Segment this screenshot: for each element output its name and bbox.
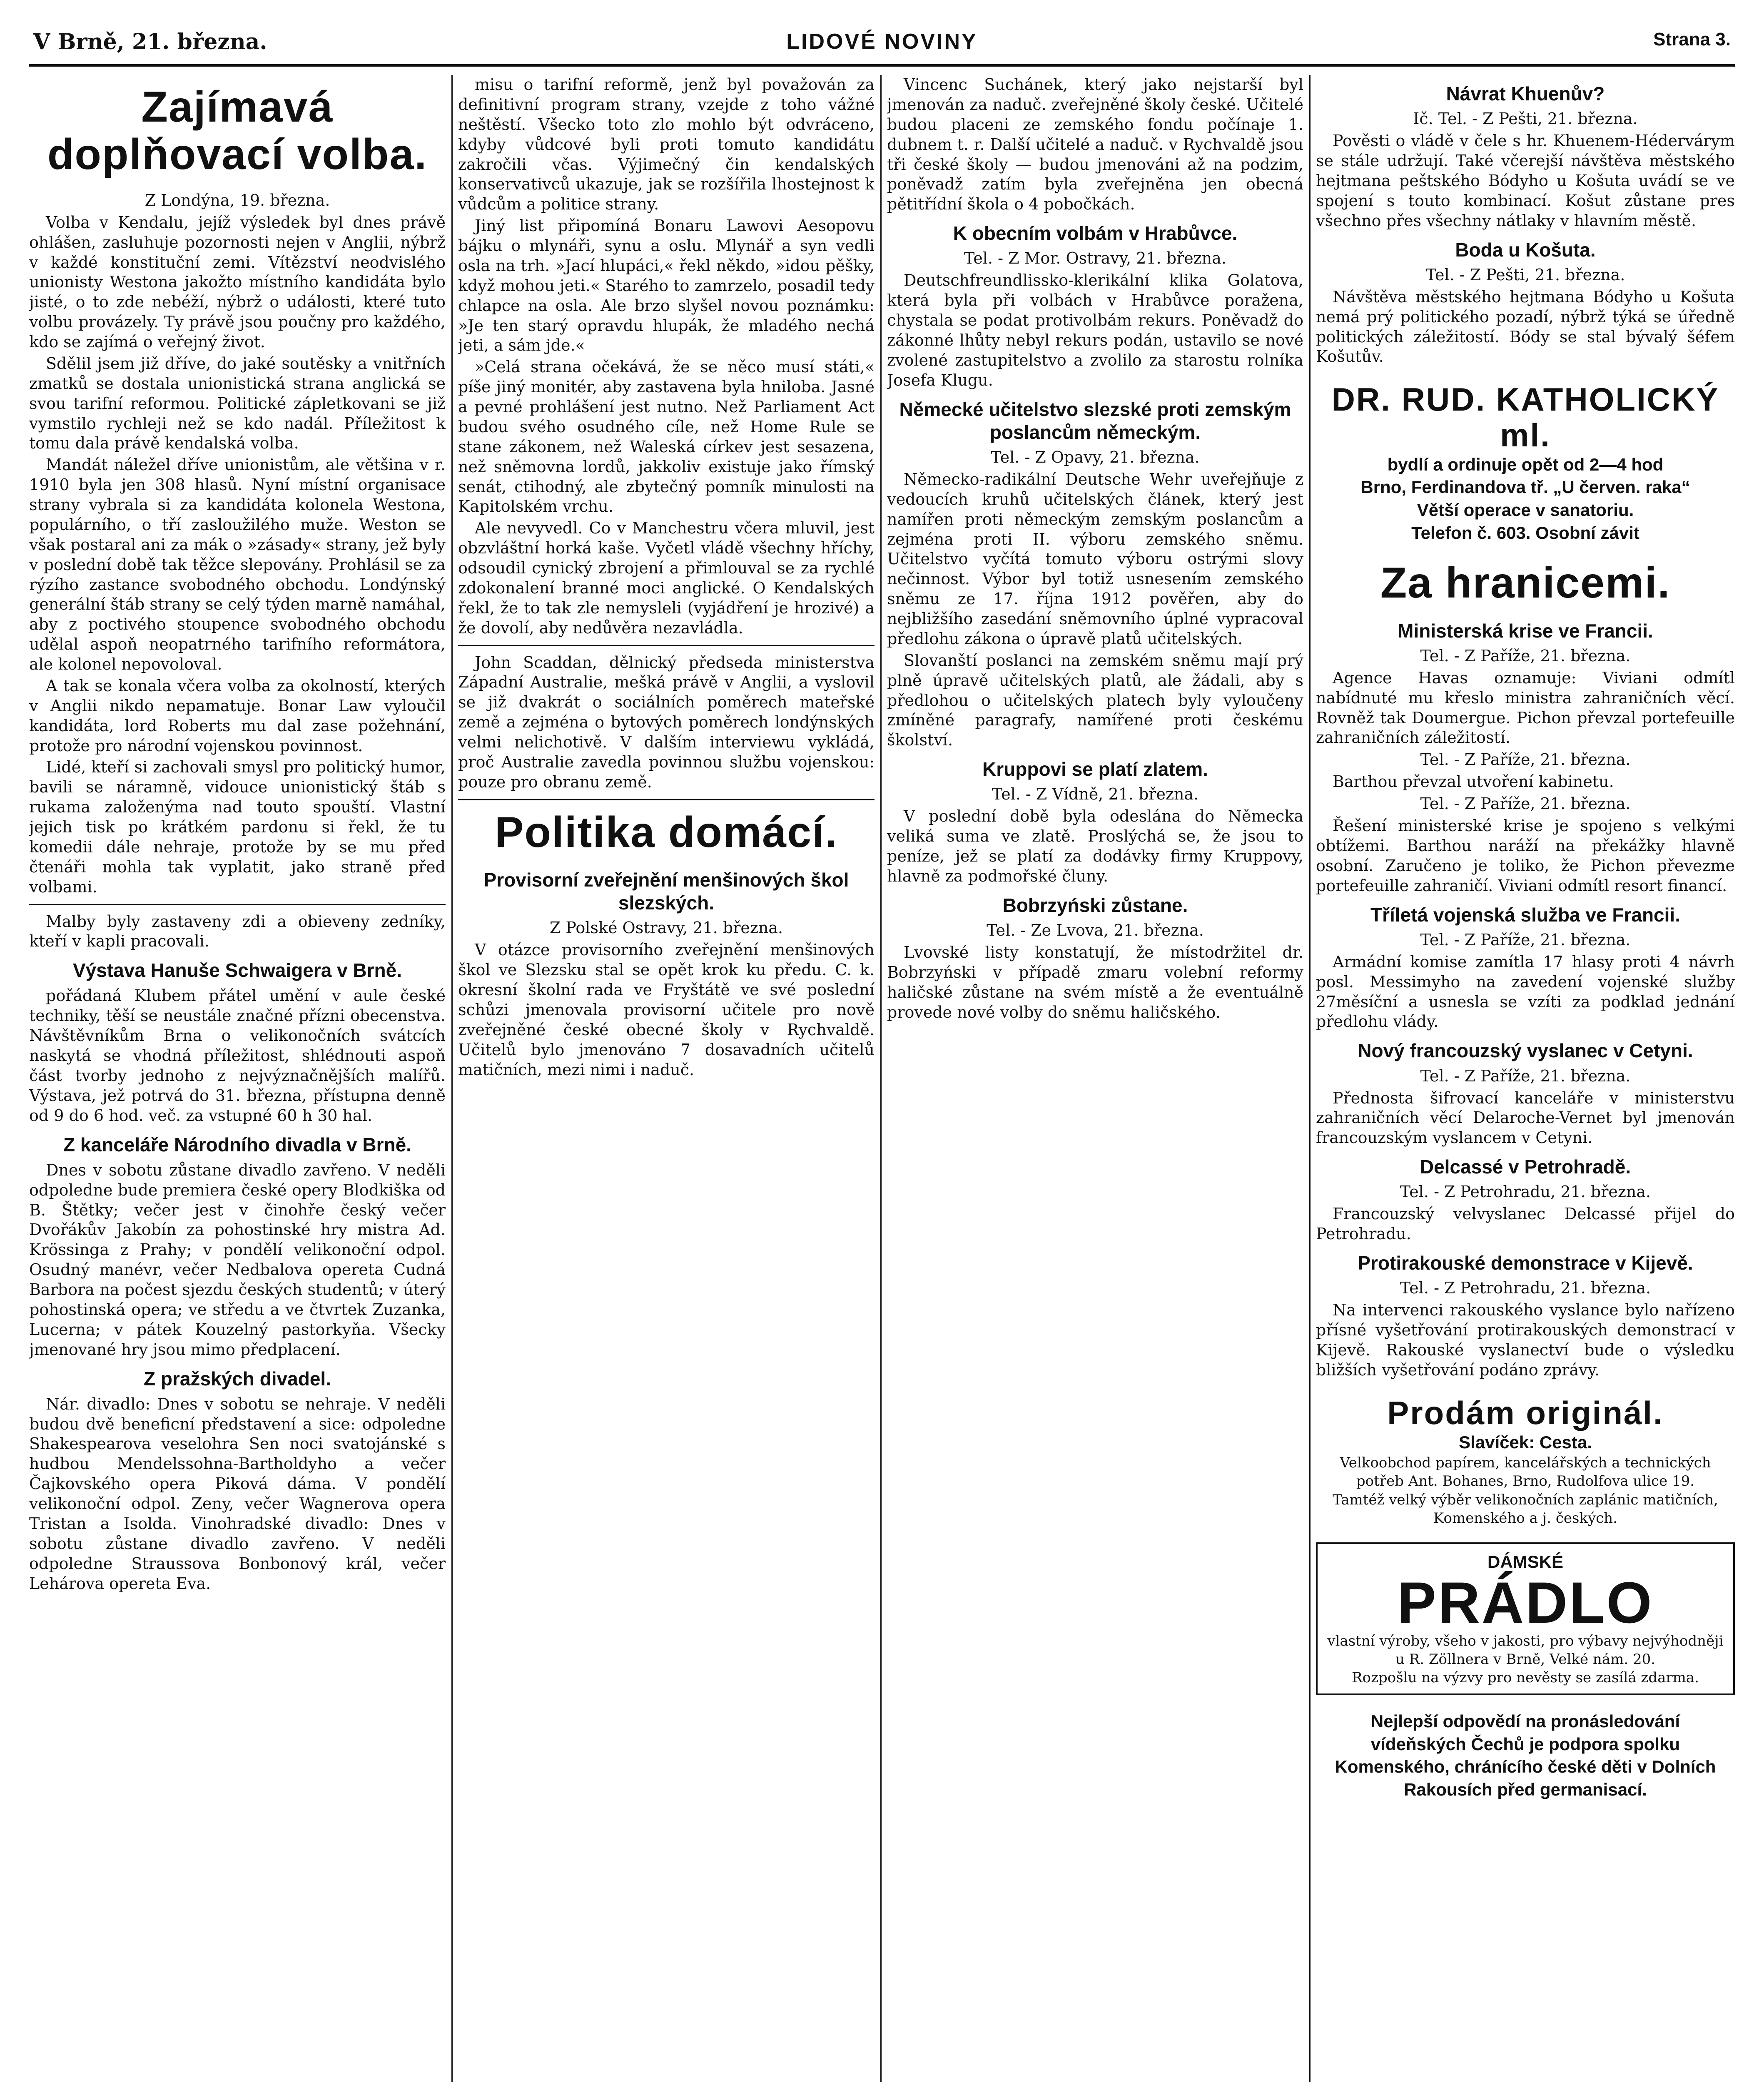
dateline: Ič. Tel. - Z Pešti, 21. března. xyxy=(1413,110,1638,128)
dateline: Tel. - Z Petrohradu, 21. března. xyxy=(1400,1183,1651,1201)
paragraph: Lidé, kteří si zachovali smysl pro politický humor, bavili se náramně, vidouce unionistický štáb s rukama založenýma nad touto spouští. Vlastní jejich tisk po krátkém pardonu si řekl, že tu komedii dále nehraje, protože by se mu před čtenáři mohla tak vyplatit, jako straně před volbami. xyxy=(29,758,446,896)
column-2 xyxy=(458,75,875,2082)
notice-komensky xyxy=(1316,1703,1735,1808)
paragraph: Barthou převzal utvoření kabinetu. xyxy=(1333,772,1614,791)
column-rule xyxy=(451,75,453,2082)
section-title: Za hranicemi. xyxy=(1380,559,1671,608)
section-heading: Bobrzyński zůstane. xyxy=(1002,894,1188,916)
separator xyxy=(458,799,875,800)
ad-subheadline: Slavíček: Cesta. xyxy=(1459,1432,1592,1452)
article-title: Zajímavá doplňovací volba. xyxy=(47,83,428,179)
paragraph: misu o tarifní reformě, jenž byl považován za definitivní program strany, vzejde z toho vážné neštěstí. Všecko toto zlo mohlo být odvráceno, kdyby vůdcové byli proti tomuto kandidátu zakročili včas. Výjimečný čin kendalských konservativců ukazuje, jak se rozšířila lhostejnost k vůdcům a politice strany. xyxy=(458,75,875,214)
dateline: Tel. - Z Mor. Ostravy, 21. března. xyxy=(964,249,1227,268)
ad-top: DÁMSKÉ xyxy=(1487,1552,1563,1571)
section-heading: Delcassé v Petrohradě. xyxy=(1420,1156,1631,1178)
paragraph: Řešení ministerské krise je spojeno s velkými obtížemi. Barthou naráží na překážky hlavně osobní. Zaručeno je toliko, že Pichon převezme portefeuille zahraničí. Viviani odmítl resort financí. xyxy=(1316,817,1735,895)
masthead: LIDOVÉ NOVINY xyxy=(786,30,978,54)
paragraph: Sdělil jsem již dříve, do jaké soutěsky a vnitřních zmatků se dostala unionistická strana anglická se svou tarifní reformou. Politické zápletkovani se již vymstilo rychleji než se kdo nadál. Příležitost k tomu dala právě kendalská volba. xyxy=(29,354,446,453)
dateline: Tel. - Z Vídně, 21. března. xyxy=(992,785,1199,804)
section-heading: Ministerská krise ve Francii. xyxy=(1398,620,1653,642)
section-heading: Německé učitelstvo slezské proti zemským poslancům německým. xyxy=(899,398,1291,443)
ad-text: Tamtéž velký výběr velikonočních zaplánic matičních, Komenského a j. českých. xyxy=(1333,1491,1718,1527)
page-header xyxy=(29,25,1735,67)
paragraph: Francouzský velvyslanec Delcassé přijel do Petrohradu. xyxy=(1316,1205,1735,1243)
section-heading: Výstava Hanuše Schwaigera v Brně. xyxy=(72,959,402,981)
ad-doctor-name: DR. RUD. KATHOLICKÝ ml. xyxy=(1331,381,1719,454)
paragraph: Agence Havas oznamuje: Viviani odmítl nabídnuté mu křeslo ministra zahraničních věcí. Rovněž tak Doumergue. Pichon převzal portefeuille zahraničních záležitostí. xyxy=(1316,668,1735,747)
paragraph: Přednosta šifrovací kanceláře v ministerstvu zahraničních věcí Delaroche-Vernet byl jmenován francouzským vyslancem v Cetyni. xyxy=(1316,1088,1735,1147)
paragraph: »Celá strana očekává, že se něco musí státi,« píše jiný monitér, aby zastavena byla hniloba. Jasné a pevné prohlášení jest nutno. Než Parliament Act budou svého osudného cíle, než Home Rule se stane zákonem, než Waleská církev jest sesazena, než sněmovna lordů, jakkoliv existuje jako římský senát, ctihodný, ale zbytečný pomník minulosti na Kapitolském vrchu. xyxy=(458,358,875,516)
ad-text: vlastní výroby, všeho v jakosti, pro výbavy nejvýhodněji u R. Zöllnera v Brně, Velké nám. 20. xyxy=(1327,1632,1724,1668)
newspaper-page xyxy=(29,25,1735,2082)
column-3 xyxy=(887,75,1303,2082)
section-heading: K obecním volbám v Hrabůvce. xyxy=(953,222,1238,244)
page-number: Strana 3. xyxy=(1653,29,1731,50)
dateline: Z Polské Ostravy, 21. března. xyxy=(549,919,783,937)
ad-text: Velkoobchod papírem, kancelářských a technických potřeb Ant. Bohanes, Brno, Rudolfova ulice 19. xyxy=(1340,1454,1711,1490)
paragraph: pořádaná Klubem přátel umění v aule české techniky, těší se neustále značné přízni obecenstva. Návštěvníkům Brna o velikonočních svátcích naskytá se vhodná příležitost, shlédnouti aspoň část tvorby jednoho z nejvýznačnějších malířů. Výstava, jež potrvá do 31. března, přístupna denně od 9 do 6 hod. več. za vstupné 60 h 30 hal. xyxy=(29,986,446,1125)
ad-line: Větší operace v sanatoriu. xyxy=(1417,500,1634,520)
paragraph: Na intervenci rakouského vyslance bylo nařízeno přísné vyšetřování protirakouských demonstrací v Kijevě. Rakouské vyslanectví bude o výsledku bližších vyšetřování podáno zprávy. xyxy=(1316,1301,1735,1379)
header-date: V Brně, 21. března. xyxy=(33,29,267,55)
advertisement-original xyxy=(1316,1389,1735,1534)
paragraph: A tak se konala včera volba za okolností, kterých v Anglii nikdo nepamatuje. Bonar Law vyloučil kandidáta, lord Roberts mu dal zase požehnání, protože pro národní vojenskou povinnost. xyxy=(29,676,446,755)
dateline: Z Londýna, 19. března. xyxy=(145,191,330,209)
column-1 xyxy=(29,75,446,2082)
section-heading: Kruppovi se platí zlatem. xyxy=(982,758,1208,780)
paragraph: Lvovské listy konstatují, že místodržitel dr. Bobrzyński v případě zmaru volební reformy haličské zůstane na svém místě a že eventuálně provede nové volby do sněmu haličského. xyxy=(887,943,1303,1021)
section-heading: Z pražských divadel. xyxy=(144,1367,331,1390)
separator xyxy=(29,904,446,905)
dateline: Tel. - Z Paříže, 21. března. xyxy=(1420,750,1631,769)
paragraph: Malby byly zastaveny zdi a obieveny zedníky, kteří v kapli pracovali. xyxy=(29,912,446,951)
dateline: Tel. - Z Paříže, 21. března. xyxy=(1420,646,1631,665)
section-heading: Nový francouzský vyslanec v Cetyni. xyxy=(1358,1040,1693,1062)
paragraph: Nár. divadlo: Dnes v sobotu se nehraje. V neděli budou dvě beneficní představení a sice: odpoledne Shakespearova veselohra Sen noci svatojánské s hudbou Mendelssohna-Bartholdyho a večer Čajkovského opera Piková dáma. V pondělí velikonoční odpol. Zeny, večer Wagnerova opera Tristan a Isolda. Vinohradské divadlo: Dnes v sobotu zůstane divadlo zavřeno. V neděli odpoledne Straussova Bonbonový král, večer Lehárova opereta Eva. xyxy=(29,1395,446,1593)
paragraph: Armádní komise zamítla 17 hlasy proti 4 návrh posl. Messimyho na zavedení vojenské služby 27měsíční a usnesla se vzíti za podklad jednání předlohu vlády. xyxy=(1316,952,1735,1031)
section-heading: Z kanceláře Národního divadla v Brně. xyxy=(63,1133,411,1156)
paragraph: Ale nevyvedl. Co v Manchestru včera mluvil, jest obzvláštní horká kaše. Vyčetl vládě všechny hříchy, odsoudil cynický zbrojení a přimlouval se za rychlé zdokonalení branné moci anglické. O Kendalských řekl, že to tak zle nemysleli (vyjádření je hrozivé) a že dovolí, aby nedůvěra nezavládla. xyxy=(458,519,875,637)
dateline: Tel. - Z Paříže, 21. března. xyxy=(1420,794,1631,813)
dateline: Tel. - Z Pešti, 21. března. xyxy=(1425,265,1625,284)
ad-big-word: PRÁDLO xyxy=(1397,1569,1654,1635)
paragraph: V poslední době byla odeslána do Německa veliká suma ve zlatě. Proslýchá se, že jsou to peníze, jež se platí za dodávky firmy Kruppovy, hlavně za podmořské čluny. xyxy=(887,807,1303,885)
section-heading: Protirakouské demonstrace v Kijevě. xyxy=(1358,1252,1693,1274)
advertisement-doctor xyxy=(1316,375,1735,551)
paragraph: Vincenc Suchánek, který jako nejstarší byl jmenován za naduč. zveřejněné školy české. Učitelé budou placeni ze zemského fondu počínaje 1. dubnem t. r. Další učitelé a naduč. v Rychvaldě jsou tři české školy — budou jmenováni až na podzim, poněvadž zatím byla zveřejněna jen obecná pětitřídní škola o 4 pobočkách. xyxy=(887,75,1303,214)
paragraph: Volba v Kendalu, jejíž výsledek byl dnes právě ohlášen, zasluhuje pozornosti nejen v Anglii, nýbrž v každé konstituční zemi. Vítězství neodvislého unionisty Westona jakožto místního kandidáta bylo jisté, o to zde nebéží, nýbrž o události, které tuto volbu provázely. Ty právě jsou poučny pro každého, kdo se zajímá o veřejný život. xyxy=(29,213,446,351)
ad-line: Brno, Ferdinandova tř. „U červen. raka“ xyxy=(1360,477,1690,497)
section-heading: Boda u Košuta. xyxy=(1455,239,1596,261)
ad-line: bydlí a ordinuje opět od 2—4 hod xyxy=(1387,454,1664,474)
dateline: Tel. - Ze Lvova, 21. března. xyxy=(987,921,1204,940)
paragraph: Deutschfreundlissko-klerikální klika Golatova, která byla při volbách v Hrabůvce poražena, chystala se podat protivolbám rekurs. Poněvadž do zákonné lhůty nebyl rekurs podán, ustavilo se nové zvolené zastupitelstvo a zvolilo za starostu rolníka Josefa Klugu. xyxy=(887,271,1303,389)
advertisement-pradlo xyxy=(1316,1542,1735,1695)
notice-text: Nejlepší odpovědí na pronásledování vídeňských Čechů je podpora spolku Komenského, chránícího české děti v Dolních Rakousích před germanisací. xyxy=(1335,1711,1716,1799)
separator xyxy=(458,645,875,646)
dateline: Tel. - Z Paříže, 21. března. xyxy=(1420,1066,1631,1085)
dateline: Tel. - Z Opavy, 21. března. xyxy=(991,448,1200,466)
column-4 xyxy=(1316,75,1735,2082)
paragraph: Německo-radikální Deutsche Wehr uveřejňuje z vedoucích kruhů učitelských článek, který jest namířen proti německým zemským poslancům a zejména proti II. výboru zemského sněmu. Učitelstvo vyčítá tomuto výboru ostrými slovy nečinnost. Výbor byl totiž usnesením zemského sněmu ze 17. října 1912 pověřen, aby do nejbližšího zasedání sněmovního úplné vypracoval předlohu zákona o úpravě platů učitelských. xyxy=(887,470,1303,648)
column-rule xyxy=(1309,75,1311,2082)
paragraph: Dnes v sobotu zůstane divadlo zavřeno. V neděli odpoledne bude premiera české opery Blodkiška od B. Štětky; večer jest v činohře český večer Dvořákův Jakobín za pohostinské hry mistra Ad. Krössinga z Prahy; v pondělí velikonoční odpol. Osudný manévr, večer Nedbalova opereta Cudná Barbora na počest sjezdu českých studentů; v úterý pohostinská opera; ve středu a ve čtvrtek Zuzanka, Lucerna; v pátek Kouzelný pastorkyňa. Všecky jmenované hry jsou mimo předplacení. xyxy=(29,1161,446,1359)
paragraph: Jiný list připomíná Bonaru Lawovi Aesopovu bájku o mlynáři, synu a oslu. Mlynář a syn vedli osla na trh. »Jací hlupáci,« řekl někdo, »idou pěšky, když mohou jeti.« Starého to zamrzelo, posadil tedy chlapce na osla. Ale brzo slyšel novou poznámku: »Je ten starý opravdu hlupák, že mladého nechá jeti, a sám jde.« xyxy=(458,217,875,355)
paragraph: V otázce provisorního zveřejnění menšinových škol ve Slezsku stal se opět krok ku předu. C. k. okresní školní rada ve Fryštátě ve své poslední schůzi jmenovala provisorní učitele pro nově zveřejněné české obecné školy v Rychvaldě. Učitelů bylo jmenováno 7 dosavadních učitelů matičních, mezi nimi i naduč. xyxy=(458,941,875,1079)
ad-headline: Prodám originál. xyxy=(1387,1394,1664,1431)
section-title: Politika domácí. xyxy=(495,808,838,857)
ad-line: Telefon č. 603. Osobní závit xyxy=(1411,523,1639,543)
section-heading: Tříletá vojenská služba ve Francii. xyxy=(1370,904,1680,926)
paragraph: Pověsti o vládě v čele s hr. Khuenem-Hédervárym se stále udržují. Také včerejší návštěva městského hejtmana peštského Bódyho u Košuta uvádí se ve spojení s touto kombinací. Košut zůstane pres všechno přes všechny nátlaky v hlavním městě. xyxy=(1316,132,1735,230)
dateline: Tel. - Z Petrohradu, 21. března. xyxy=(1400,1279,1651,1298)
section-heading: Provisorní zveřejnění menšinových škol slezských. xyxy=(483,869,849,914)
paragraph: Slovanští poslanci na zemském sněmu mají prý plně úpravě učitelských platů, ale žádali, aby s předlohou o učitelských platech byly vyloučeny zmíněné paragrafy, namířené proti českému školství. xyxy=(887,651,1303,750)
ad-small: Rozpošlu na výzvy pro nevěsty se zasílá zdarma. xyxy=(1352,1669,1699,1686)
paragraph: John Scaddan, dělnický předseda ministerstva Západní Australie, mešká právě v Anglii, a vyslovil se již dvakrát o sociálních poměrech mateřské země a zejména o bytových poměrech londýnských velmi nelichotivě. V dalším interviewu vykládá, proč Australie zavedla povinnou službu vojenskou: pouze pro obranu země. xyxy=(458,653,875,791)
column-rule xyxy=(880,75,882,2082)
dateline: Tel. - Z Paříže, 21. března. xyxy=(1420,930,1631,949)
paragraph: Mandát náležel dříve unionistům, ale většina v r. 1910 byla jen 308 hlasů. Nyní místní organisace strany vybrala si za kandidáta kolonela Westona, populárního, o tří zasloužilého muže. Weston se však postaral ani za mák o »zásady« strany, jež byly v poslední době tak těžce slepovány. Prohlásil se za rýzího zastance svobodného obchodu. Londýnský generální štáb strany se celý týden marně namáhal, aby z poctivého stoupence svobodného obchodu udělal aspoň neopatrného tarifního reformátora, ale kolonel nepovoloval. xyxy=(29,456,446,674)
section-heading: Návrat Khuenův? xyxy=(1446,83,1605,105)
paragraph: Návštěva městského hejtmana Bódyho u Košuta nemá prý politického pozadí, nýbrž týká se úředně politických záležitostí. Bódy se stal bývalý šéfem Košutův. xyxy=(1316,287,1735,366)
